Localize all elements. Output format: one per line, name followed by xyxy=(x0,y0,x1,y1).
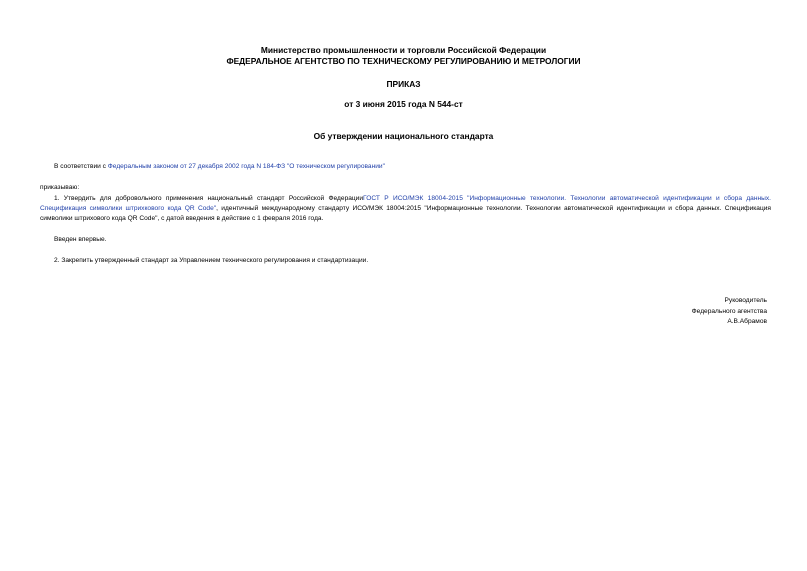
order-word: приказываю: xyxy=(40,184,80,191)
item-1-paragraph xyxy=(40,194,771,224)
gost-standard-link[interactable]: ГОСТ Р ИСО/МЭК 18004-2015 "Информационные технологии. Технологии автоматической идентификации и сбора данных. Спецификация символики штрихкового кода QR Code" xyxy=(40,195,771,212)
signature-name: А.В.Абрамов xyxy=(727,318,767,325)
signature-block xyxy=(692,296,767,328)
intro-paragraph xyxy=(54,162,385,172)
document-type: ПРИКАЗ xyxy=(386,79,421,89)
introduced-first-note: Введен впервые. xyxy=(54,236,107,243)
item-2-paragraph: 2. Закрепить утвержденный стандарт за Управлением технического регулирования и стандартизации. xyxy=(54,257,369,264)
item-1-suffix: , идентичный международному стандарту ИСО/МЭК 18004:2015 "Информационные технологии. Технологии автоматической идентификации и сбора данных. Спецификация символики штрихового кода QR Code", с датой введения в действие с 1 февраля 2016 года. xyxy=(40,205,771,222)
document-subject: Об утверждении национального стандарта xyxy=(313,131,494,141)
ministry-heading: Министерство промышленности и торговли Российской Федерации xyxy=(260,45,547,55)
intro-prefix: В соответствии с xyxy=(54,163,108,170)
item-1-prefix: 1. Утвердить для добровольного применения национальный стандарт Российской Федерации xyxy=(54,195,364,202)
federal-law-link[interactable]: Федеральным законом от 27 декабря 2002 года N 184-ФЗ "О техническом регулировании" xyxy=(107,163,385,170)
signature-agency: Федерального агентства xyxy=(691,307,767,315)
signature-title: Руководитель xyxy=(724,297,767,304)
document-date: от 3 июня 2015 года N 544-ст xyxy=(344,99,463,109)
agency-heading: ФЕДЕРАЛЬНОЕ АГЕНТСТВО ПО ТЕХНИЧЕСКОМУ РЕГУЛИРОВАНИЮ И МЕТРОЛОГИИ xyxy=(226,56,581,66)
